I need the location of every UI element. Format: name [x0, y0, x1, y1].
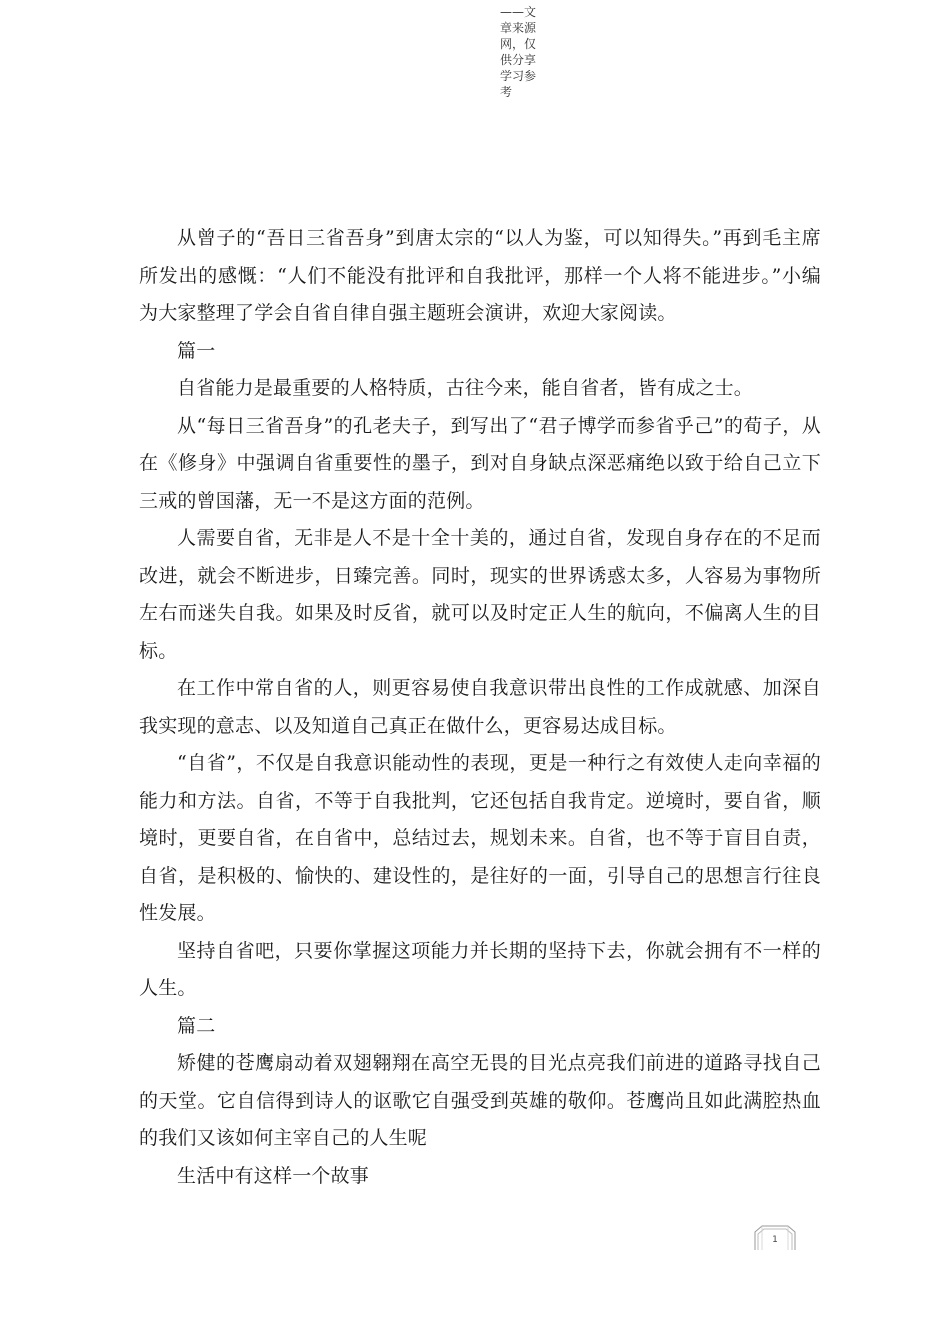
- document-body: [139, 220, 821, 1195]
- watermark-note: ——文章来源网，仅供分享学习参考: [500, 5, 537, 99]
- page-number: 1: [772, 1235, 778, 1245]
- section-heading-1: 篇一: [177, 339, 216, 362]
- paragraph: 矫健的苍鹰扇动着双翅翱翔在高空无畏的目光点亮我们前进的道路寻找自己的天堂。它自信得到诗人的讴歌它自强受到英雄的敬仰。苍鹰尚且如此满腔热血的我们又该如何主宰自己的人生呢: [139, 1052, 821, 1149]
- paragraph: 人需要自省，无非是人不是十全十美的，通过自省，发现自身存在的不足而改进，就会不断进步，日臻完善。同时，现实的世界诱惑太多，人容易为事物所左右而迷失自我。如果及时反省，就可以及时定正人生的航向，不偏离人生的目标。: [139, 527, 821, 662]
- page-number-badge: [752, 1222, 798, 1252]
- paragraph-intro: 从曾子的“吾日三省吾身”到唐太宗的“以人为鉴，可以知得失。”再到毛主席所发出的感慨：“人们不能没有批评和自我批评，那样一个人将不能进步。”小编为大家整理了学会自省自律自强主题班会演讲，欢迎大家阅读。: [139, 227, 821, 324]
- paragraph: 从“每日三省吾身”的孔老夫子，到写出了“君子博学而参省乎己”的荀子，从在《修身》中强调自省重要性的墨子，到对自身缺点深恶痛绝以致于给自己立下三戒的曾国藩，无一不是这方面的范例。: [139, 414, 821, 512]
- paragraph: “自省”，不仅是自我意识能动性的表现，更是一种行之有效使人走向幸福的能力和方法。自省，不等于自我批判，它还包括自我肯定。逆境时，要自省，顺境时，更要自省，在自省中，总结过去，规划未来。自省，也不等于盲目自责，自省，是积极的、愉快的、建设性的，是往好的一面，引导自己的思想言行往良性发展。: [139, 752, 821, 924]
- paragraph: 生活中有这样一个故事: [177, 1164, 370, 1187]
- paragraph: 坚持自省吧，只要你掌握这项能力并长期的坚持下去，你就会拥有不一样的人生。: [139, 939, 821, 999]
- section-heading-2: 篇二: [177, 1014, 216, 1037]
- paragraph: 在工作中常自省的人，则更容易使自我意识带出良性的工作成就感、加深自我实现的意志、以及知道自己真正在做什么，更容易达成目标。: [139, 677, 821, 737]
- paragraph: 自省能力是最重要的人格特质，古往今来，能自省者，皆有成之士。: [177, 377, 754, 399]
